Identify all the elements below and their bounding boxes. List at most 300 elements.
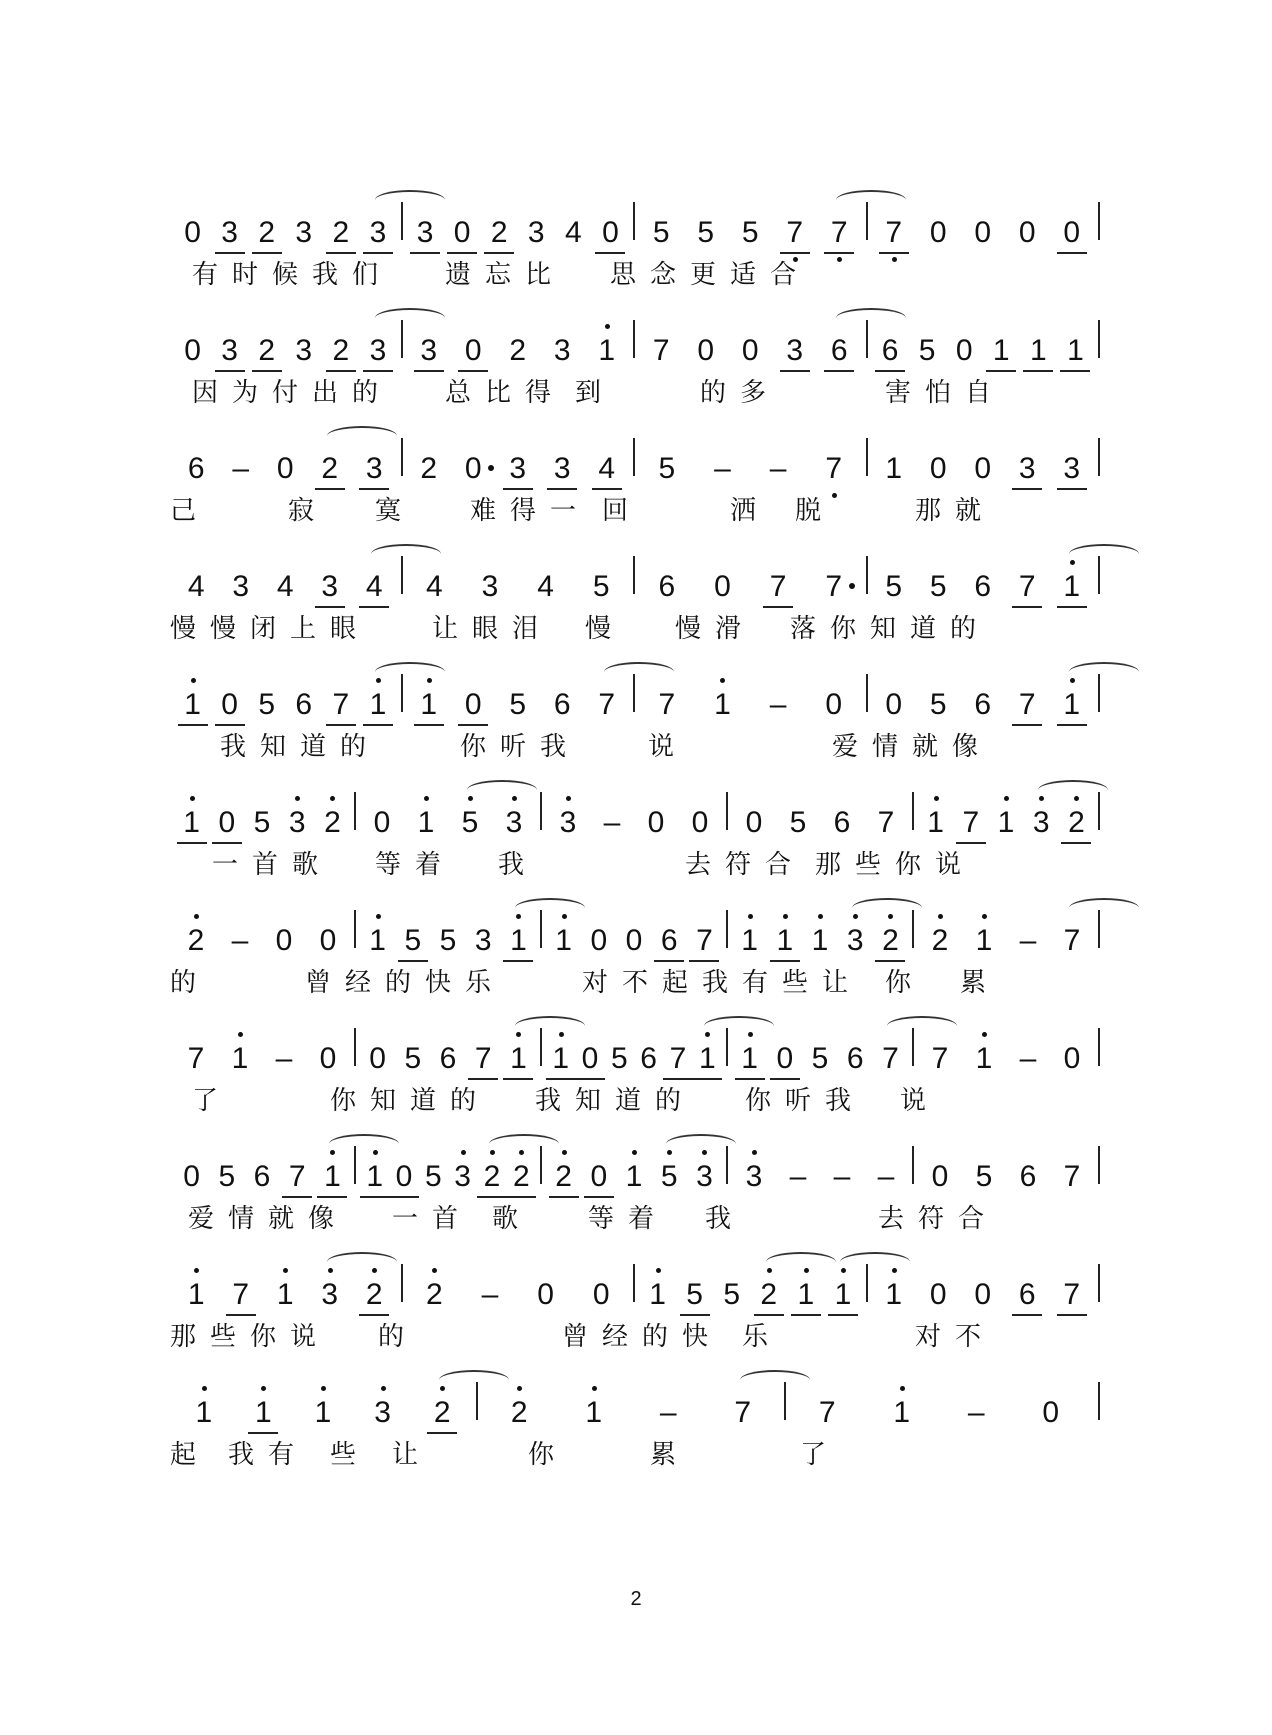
octave-up-dot-icon: [238, 1032, 243, 1037]
notation-row: [170, 534, 1100, 654]
measure: [356, 1006, 540, 1076]
note: [1005, 428, 1050, 486]
lyric-text: 了: [192, 1086, 233, 1116]
note-digit: 3: [1018, 452, 1036, 485]
note-digit: 1: [254, 1396, 272, 1430]
lyric-text: 曾经的快: [562, 1322, 723, 1352]
note-digit: 0: [974, 452, 992, 485]
note-digit: 3: [321, 1278, 339, 1312]
note: [872, 310, 909, 368]
note-digit: 6: [833, 806, 851, 839]
note: [219, 428, 264, 486]
note: [961, 192, 1006, 250]
measure: [170, 180, 401, 250]
note: [918, 782, 953, 840]
slur-arc-icon: [1069, 662, 1139, 682]
note: [806, 664, 862, 722]
note: [713, 1254, 750, 1312]
note: [448, 1136, 477, 1194]
note: [838, 1018, 873, 1076]
note-digit: 3: [221, 216, 238, 249]
note: [961, 546, 1006, 604]
note: [248, 192, 285, 250]
note-digit: 7: [474, 1042, 492, 1075]
note-digit: 1: [625, 1160, 643, 1194]
lyric-text: 寂: [288, 496, 329, 526]
note: [872, 192, 917, 250]
note: [916, 192, 961, 250]
lyrics-line: [170, 966, 1100, 1002]
note: [585, 428, 630, 486]
augmentation-dot-icon: [849, 583, 855, 589]
octave-up-dot-icon: [461, 1150, 466, 1155]
note-digit: 7: [885, 216, 903, 250]
note-digit: 7: [696, 924, 713, 957]
note-digit: 6: [660, 924, 678, 957]
note: [750, 664, 806, 722]
note: [174, 546, 219, 604]
note: [501, 1018, 536, 1076]
octave-up-dot-icon: [194, 1268, 199, 1273]
note: [820, 1136, 864, 1194]
note-digit: 4: [565, 216, 582, 249]
note: [395, 1018, 430, 1076]
note: [687, 900, 722, 958]
note-digit: 0: [602, 216, 619, 249]
measure: [635, 416, 866, 486]
note: [352, 428, 397, 486]
note-digit: 5: [660, 1160, 678, 1194]
octave-up-dot-icon: [427, 678, 432, 683]
note: [687, 1136, 722, 1194]
measure: [728, 770, 912, 840]
note: [639, 664, 695, 722]
note: [732, 1136, 776, 1194]
note: [1005, 1254, 1050, 1312]
note-digit: 5: [461, 806, 479, 840]
note: [988, 782, 1023, 840]
note-digit: 6: [187, 452, 205, 485]
note-digit: 0: [931, 1160, 949, 1193]
note-digit: 1: [811, 924, 829, 958]
note-digit: 0: [974, 1278, 992, 1311]
note-digit: 0: [1018, 216, 1036, 249]
octave-up-dot-icon: [632, 1150, 637, 1155]
note: [585, 310, 630, 368]
notes-line: [170, 1242, 1100, 1312]
note: [873, 900, 908, 958]
note-digit: 2: [420, 452, 438, 485]
note: [872, 1254, 917, 1312]
note: [262, 900, 306, 958]
note: [218, 1018, 262, 1076]
note: [695, 546, 751, 604]
lyric-text: 我: [705, 1204, 746, 1234]
note-digit: 6: [658, 570, 676, 603]
note: [820, 782, 864, 840]
note: [322, 310, 359, 368]
measure: [478, 1360, 784, 1430]
lyric-text: 落你知道的: [790, 614, 991, 644]
note-digit: 0: [373, 806, 391, 839]
note-digit: 0: [1063, 1042, 1081, 1075]
octave-up-dot-icon: [519, 1150, 524, 1155]
note-digit: 0: [464, 688, 482, 721]
lyric-text: 有时候我们: [192, 260, 393, 290]
note-digit: 1: [1030, 334, 1047, 367]
note-digit: 1: [417, 806, 435, 840]
note-digit: 3: [221, 334, 238, 367]
lyric-text: 乐: [742, 1322, 783, 1352]
measure: [914, 1124, 1098, 1194]
note: [481, 192, 518, 250]
octave-up-dot-icon: [720, 678, 725, 683]
note-digit: 0: [776, 1042, 794, 1075]
note: [263, 1254, 308, 1312]
note-digit: 5: [811, 1042, 829, 1075]
measure: [786, 1360, 1092, 1430]
note-digit: 0: [218, 806, 236, 839]
lyric-text: 去符合: [685, 850, 806, 880]
note: [581, 900, 616, 958]
note-digit: 0: [221, 688, 238, 721]
octave-up-dot-icon: [748, 914, 753, 919]
note: [639, 428, 695, 486]
note-digit: 5: [253, 806, 271, 839]
barline: [1098, 438, 1100, 476]
octave-up-dot-icon: [295, 796, 300, 801]
note: [693, 1018, 722, 1076]
note-digit: 0: [183, 1160, 200, 1193]
note: [872, 428, 917, 486]
octave-up-dot-icon: [1004, 796, 1009, 801]
note-digit: 0: [369, 1042, 386, 1075]
lyric-text: 曾经的快乐: [305, 968, 506, 998]
note: [308, 428, 353, 486]
lyric-text: 那些你说: [815, 850, 976, 880]
note-digit: 7: [669, 1042, 687, 1075]
measure: [914, 770, 1098, 840]
notation-row: [170, 416, 1100, 536]
note: [174, 1018, 218, 1076]
note: [518, 192, 555, 250]
note: [308, 546, 353, 604]
dash-glyph: –: [877, 1160, 895, 1193]
octave-up-dot-icon: [372, 1268, 377, 1273]
note: [430, 900, 465, 958]
note-digit: 7: [825, 570, 843, 604]
note-digit: 7: [877, 806, 895, 839]
lyric-text: 遗忘比: [445, 260, 566, 290]
note: [776, 782, 820, 840]
notes-line: [170, 416, 1100, 486]
note-digit: 1: [598, 334, 616, 368]
note-digit: 3: [553, 334, 571, 367]
measure: [170, 652, 401, 722]
lyric-text: 我知道的: [220, 732, 381, 762]
note: [209, 782, 244, 840]
notes-line: [170, 534, 1100, 604]
lyrics-line: [170, 1084, 1100, 1120]
lyric-text: 让: [392, 1440, 433, 1470]
note-digit: 6: [974, 570, 992, 603]
note: [306, 900, 350, 958]
lyric-text: 说: [900, 1086, 941, 1116]
note: [482, 1372, 557, 1430]
note: [352, 1254, 397, 1312]
note-digit: 5: [723, 1278, 741, 1311]
note: [444, 192, 481, 250]
note: [767, 900, 802, 958]
dash-glyph: –: [789, 1160, 807, 1193]
note-digit: 2: [321, 452, 339, 486]
lyric-text: 去符合: [878, 1204, 999, 1234]
measure: [356, 770, 540, 840]
note-digit: 1: [893, 1396, 911, 1430]
lyric-text: 你听我: [460, 732, 581, 762]
note: [315, 782, 350, 840]
note: [790, 1372, 865, 1430]
note: [639, 546, 695, 604]
note: [546, 1136, 581, 1194]
measure: [728, 1006, 912, 1076]
lyric-text: 因为付出的: [192, 378, 393, 408]
note: [639, 192, 684, 250]
lyrics-line: [170, 730, 1100, 766]
note: [451, 664, 496, 722]
note-digit: 3: [846, 924, 864, 958]
note-digit: 3: [295, 334, 313, 367]
note-digit: 0: [1063, 216, 1081, 249]
dash-glyph: –: [967, 1396, 985, 1429]
octave-up-dot-icon: [702, 1150, 707, 1155]
lyric-text: 慢慢闭上眼: [170, 614, 371, 644]
note-digit: 6: [553, 688, 571, 721]
note-digit: 1: [323, 1160, 341, 1194]
note: [174, 428, 219, 486]
note-digit: 6: [974, 688, 992, 721]
note-digit: 4: [365, 570, 383, 604]
note: [961, 664, 1006, 722]
note-digit: 1: [509, 924, 527, 958]
note: [592, 192, 629, 250]
note-digit: 7: [187, 1042, 205, 1075]
note-digit: 0: [319, 1042, 337, 1075]
note-digit: 2: [332, 216, 350, 249]
note: [285, 310, 322, 368]
note: [961, 428, 1006, 486]
note: [953, 782, 988, 840]
notation-row: [170, 298, 1100, 418]
octave-up-dot-icon: [559, 1032, 564, 1037]
octave-up-dot-icon: [194, 914, 199, 919]
lyric-text: 对不: [915, 1322, 996, 1352]
note: [639, 1254, 676, 1312]
measure: [356, 888, 540, 958]
note: [395, 900, 430, 958]
note: [684, 310, 729, 368]
measure: [170, 298, 401, 368]
note-digit: 0: [1042, 1396, 1060, 1429]
note-digit: 3: [288, 806, 306, 840]
note-digit: 5: [592, 570, 610, 603]
note-digit: 6: [881, 334, 899, 367]
measure: [170, 770, 354, 840]
note-digit: 1: [314, 1396, 332, 1430]
measure: [914, 888, 1098, 958]
barline: [1098, 1382, 1100, 1420]
note-digit: 7: [931, 1042, 949, 1075]
note-digit: 2: [760, 1278, 778, 1312]
octave-up-dot-icon: [938, 914, 943, 919]
note-digit: 0: [537, 1278, 554, 1311]
lyric-text: 脱: [795, 496, 836, 526]
note: [507, 1136, 536, 1194]
note-digit: 5: [404, 1042, 422, 1075]
notes-line: [170, 180, 1100, 250]
note: [174, 310, 211, 368]
note-digit: 2: [258, 334, 276, 367]
note: [585, 664, 630, 722]
octave-up-dot-icon: [381, 1386, 386, 1391]
note: [1050, 900, 1094, 958]
note: [652, 900, 687, 958]
octave-up-dot-icon: [982, 914, 987, 919]
dash-glyph: –: [481, 1278, 499, 1311]
note-digit: 6: [439, 1042, 457, 1075]
lyric-text: 累: [960, 968, 1001, 998]
lyric-text: 总比得: [445, 378, 566, 408]
lyric-text: 累: [650, 1440, 691, 1470]
note: [817, 192, 862, 250]
note: [916, 664, 961, 722]
note-digit: 1: [797, 1278, 815, 1312]
note: [1050, 1254, 1095, 1312]
note-digit: 5: [975, 1160, 993, 1193]
note: [1006, 1018, 1050, 1076]
notes-line: [170, 1360, 1100, 1430]
note-digit: 2: [555, 1160, 573, 1194]
note-digit: 5: [686, 1278, 703, 1311]
measure: [170, 534, 401, 604]
note-digit: 1: [555, 924, 573, 958]
lyric-text: 歌: [492, 1204, 533, 1234]
note-digit: 1: [927, 806, 945, 840]
note: [477, 1136, 506, 1194]
note-digit: 6: [640, 1042, 657, 1075]
note-digit: 2: [881, 924, 899, 958]
octave-up-dot-icon: [592, 1386, 597, 1391]
note: [634, 782, 678, 840]
note-digit: 1: [975, 924, 993, 958]
note-digit: 3: [416, 216, 434, 249]
lyric-text: 说: [648, 732, 689, 762]
note: [360, 1018, 395, 1076]
notes-line: [170, 652, 1100, 722]
note-digit: 7: [598, 688, 616, 722]
note-digit: 7: [769, 570, 787, 603]
measure: [542, 1006, 726, 1076]
note-digit: 2: [483, 1160, 501, 1194]
note-digit: 1: [366, 1160, 384, 1194]
note-digit: 7: [232, 1278, 250, 1311]
note: [872, 664, 917, 722]
note: [248, 664, 285, 722]
note: [540, 310, 585, 368]
note: [732, 900, 767, 958]
note-digit: 1: [509, 1042, 527, 1076]
note-digit: 2: [258, 216, 276, 249]
note: [359, 310, 396, 368]
note-digit: 0: [184, 334, 201, 367]
note-digit: 1: [885, 1278, 903, 1312]
note: [1050, 664, 1095, 722]
note-digit: 5: [658, 452, 676, 485]
note-digit: 1: [1067, 334, 1084, 367]
note: [695, 664, 751, 722]
notation-row: [170, 1360, 1100, 1480]
note-digit: 1: [231, 1042, 249, 1076]
note: [518, 1254, 574, 1312]
octave-up-dot-icon: [1074, 796, 1079, 801]
note: [684, 192, 729, 250]
note: [573, 546, 629, 604]
lyrics-line: [170, 1320, 1100, 1356]
note: [773, 310, 818, 368]
note: [634, 1018, 663, 1076]
lyric-text: 慢: [585, 614, 626, 644]
octave-up-dot-icon: [934, 796, 939, 801]
note-digit: 6: [295, 688, 313, 721]
lyric-text: 你: [885, 968, 926, 998]
notation-row: [170, 770, 1100, 890]
note-digit: 0: [464, 334, 482, 367]
note-digit: 6: [846, 1042, 864, 1075]
note-digit: 1: [649, 1278, 667, 1312]
dash-glyph: –: [714, 452, 731, 485]
octave-up-dot-icon: [373, 1150, 378, 1155]
slur-arc-icon: [1069, 544, 1139, 564]
note-digit: 1: [698, 1042, 716, 1076]
dash-glyph: –: [769, 452, 787, 485]
octave-up-dot-icon: [321, 1386, 326, 1391]
note-digit: 0: [453, 216, 471, 249]
note: [211, 664, 248, 722]
measure: [403, 180, 634, 250]
note: [728, 310, 773, 368]
octave-up-dot-icon: [517, 1386, 522, 1391]
note-digit: 4: [276, 570, 294, 603]
note-digit: 0: [929, 216, 947, 249]
note: [1014, 1372, 1089, 1430]
note-digit: 5: [258, 688, 276, 721]
lyric-text: 你: [528, 1440, 569, 1470]
lyric-text: 害怕自: [885, 378, 1006, 408]
note-digit: 2: [365, 1278, 383, 1312]
note: [802, 1018, 837, 1076]
lyric-text: 寞: [375, 496, 416, 526]
note-digit: 3: [1032, 806, 1050, 840]
note: [174, 900, 218, 958]
note-digit: 1: [713, 688, 731, 722]
lyric-text: 起我有些让: [662, 968, 863, 998]
note-digit: 1: [195, 1396, 213, 1430]
note: [962, 1136, 1006, 1194]
note-digit: 4: [187, 570, 205, 603]
note: [918, 1136, 962, 1194]
note: [462, 546, 518, 604]
note: [263, 546, 308, 604]
